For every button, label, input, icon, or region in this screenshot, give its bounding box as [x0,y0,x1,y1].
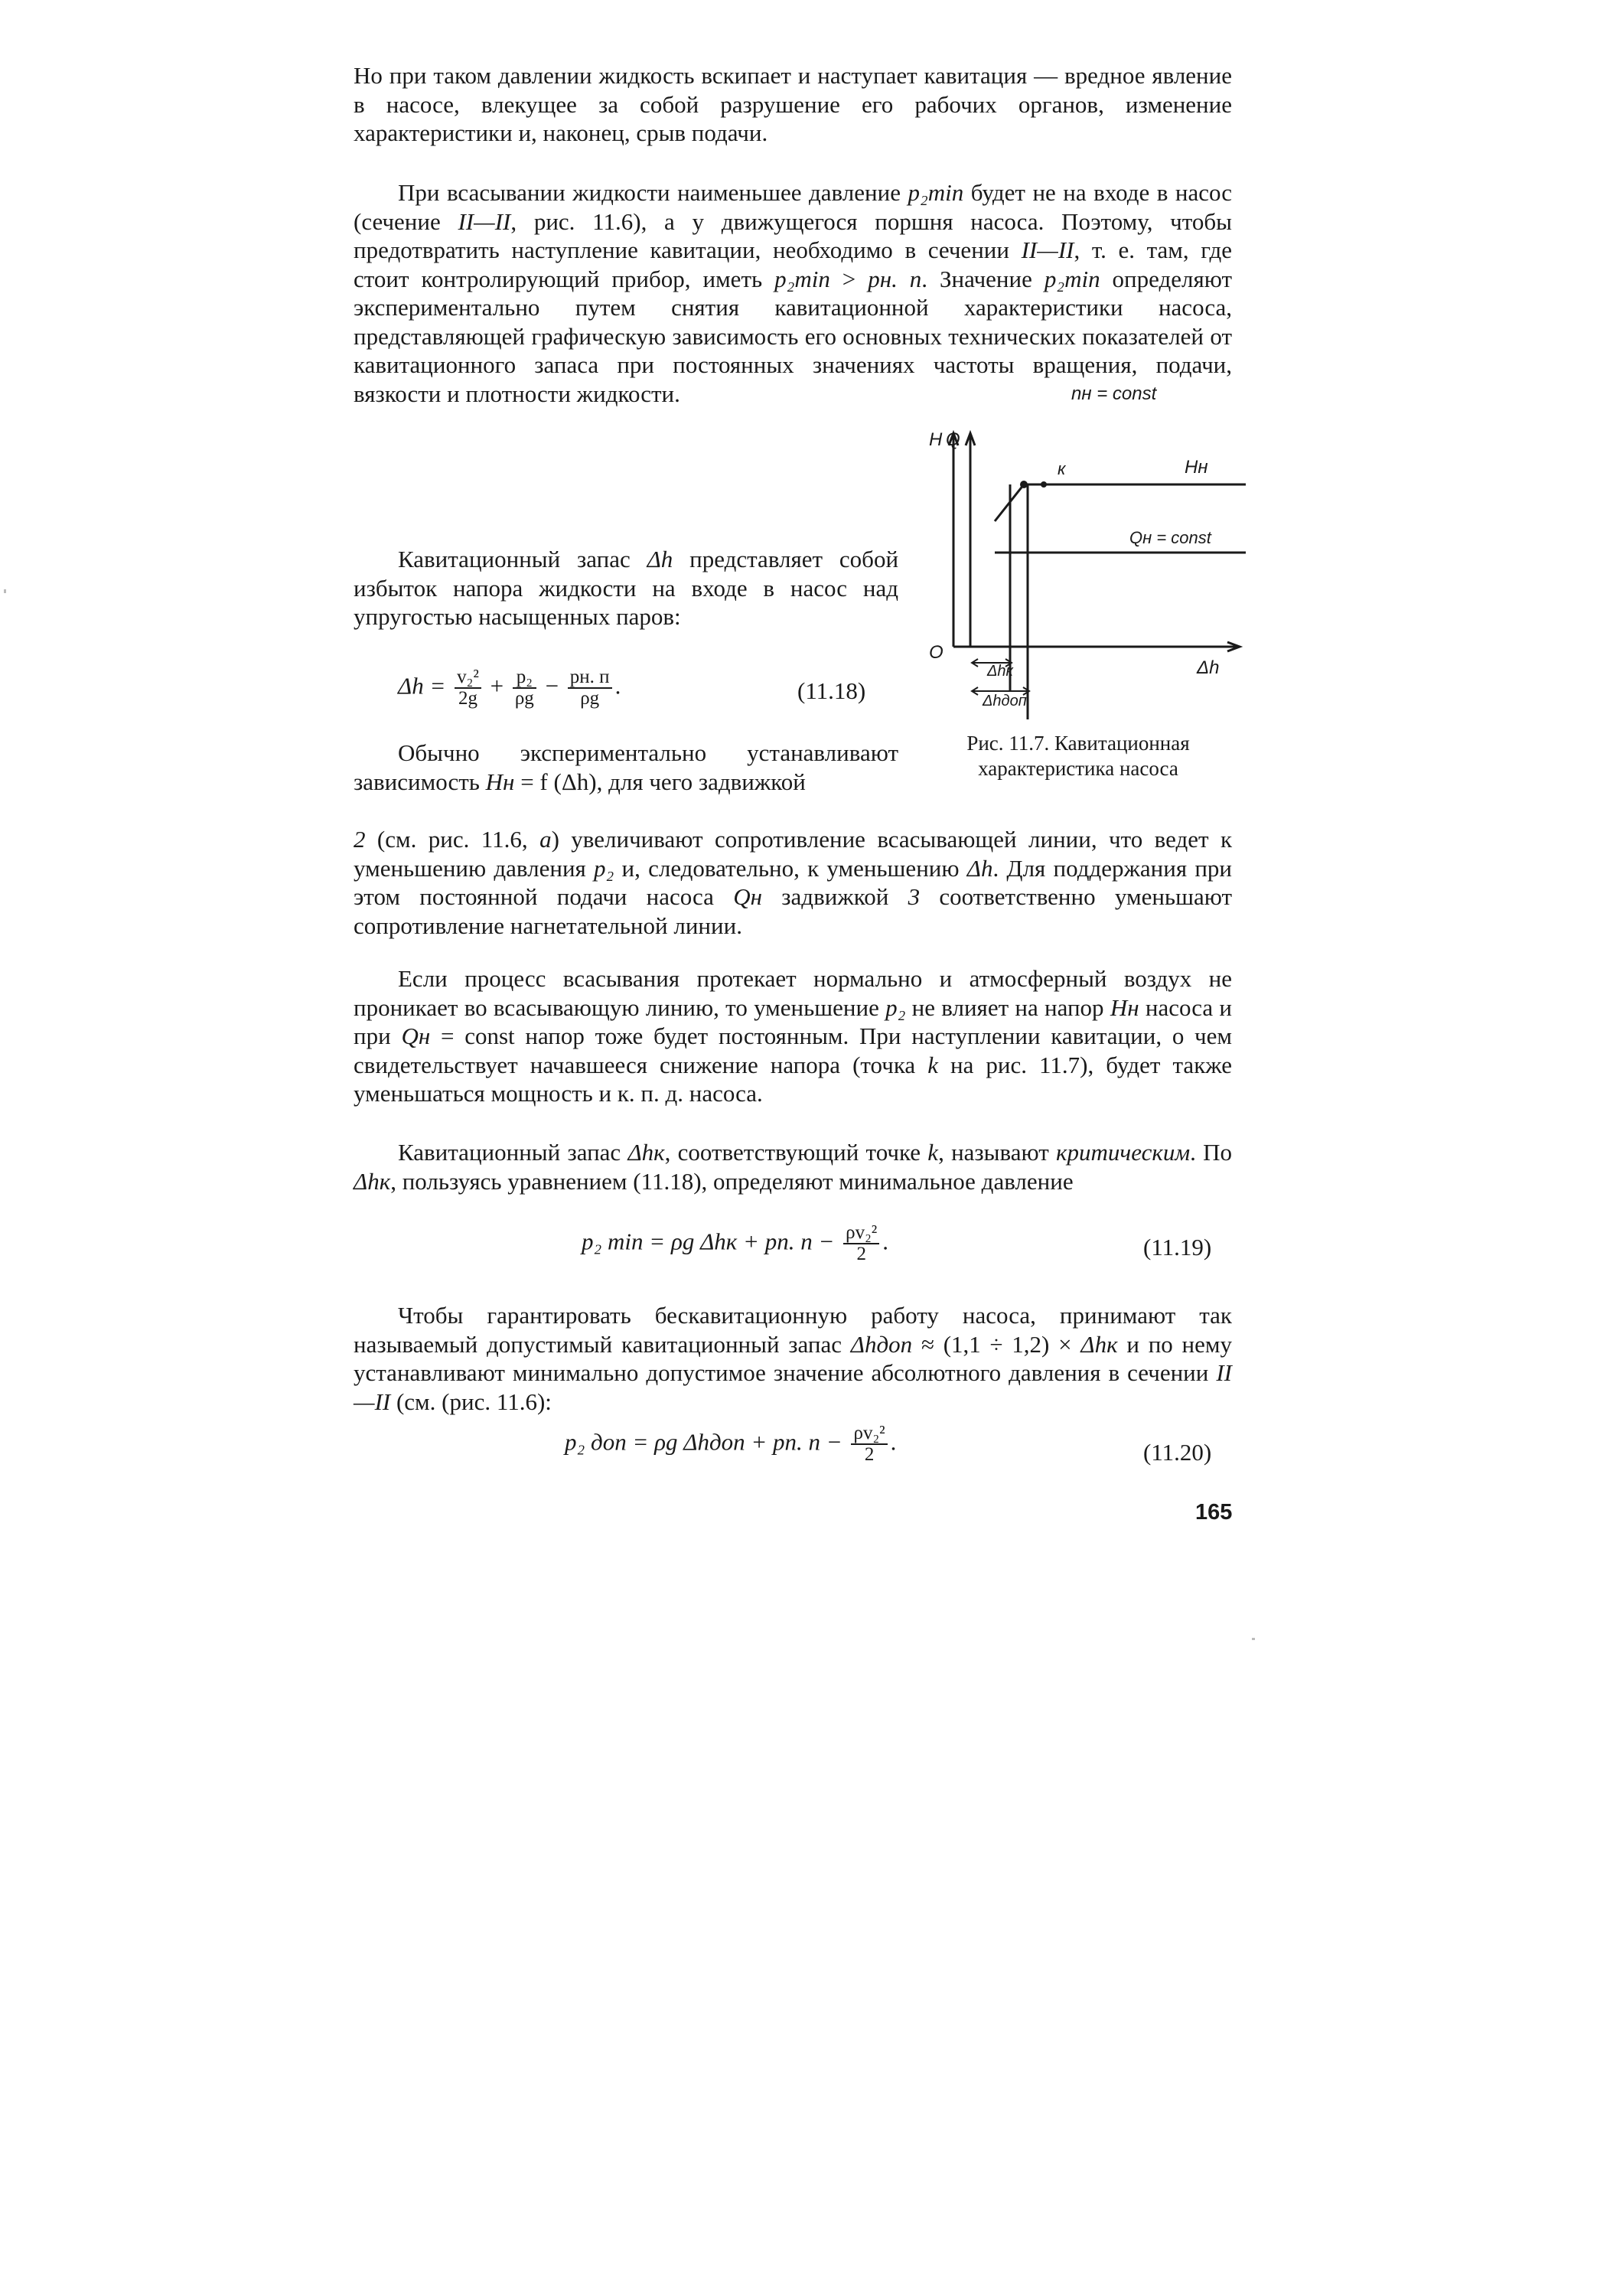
paragraph-text: Но при таком давлении жидкость вскипает и наступает кавитация — вредное явление в насосе, влекущее за собой разрушение его рабочих органов, изменение характеристики и, наконец, срыв подачи. [354,62,1232,146]
figure-label-k: к [1058,459,1066,478]
paragraph-1 [354,61,1232,148]
cavitation-characteristic-figure [924,383,1246,727]
figure-label-dhk: Δhк [987,663,1013,680]
paragraph-5: Если процесс всасывания протекает нормально и атмосферный воздух не проникает во всасывающую линию, то уменьшение p₂ не влияет на напор Hн насоса и при Qн = const напор тоже будет постоянным. При наступлении кавитации, о чем свидетельствует начавшееся снижение напора (точка k на рис. 11.7), будет также уменьшаться мощность и к. п. д. насоса. [354,965,1233,1107]
critical-point-k [1020,481,1028,488]
figure-label-H: H [929,429,943,450]
figure-label-Hn: Hн [1185,457,1208,478]
fraction: $\frac{\text{p₂}}{\rho g}$ [513,667,536,709]
figure-label-dh: Δh [1197,657,1220,678]
page-number: 165 [1195,1500,1233,1525]
fraction: $\frac{\text{ρv₂²}}{2}$ [851,1424,887,1466]
fraction: $\frac{\text{v₂²}}{2g}$ [455,667,481,709]
figure-label-Qn: Qн = const [1129,528,1211,547]
equation-number: (11.19) [1143,1234,1212,1261]
figure-label-n: nн = const [1071,383,1157,404]
paragraph-2: При всасывании жидкости наименьшее давление p₂min будет не на входе в насос (сечение II—II, рис. 11.6), а у движущегося поршня насоса. Поэтому, чтобы предотвратить наступление кавитации, необходимо в сечении II—II, т. е. там, где стоит контролирующий прибор, иметь p₂min > pн. п. Значение p₂min определяют экспериментально путем снятия кавитационной характеристики насоса, представляющей графическую зависимость его основных технических показателей от кавитационного запаса при постоянных значениях частоты вращения, подачи, вязкости и плотности жидкости. [354,179,1233,407]
figure-label-O: O [929,642,943,663]
head-curve [995,484,1246,521]
scan-mark [4,589,6,593]
paragraph-3: Кавитационный запас Δh представляет собой избыток напора жидкости на входе в насос над упругостью насыщенных паров: [354,546,899,630]
paragraph-4-cont [354,796,1232,825]
curve-point [1041,481,1047,488]
paragraph-4-body: 2 (см. рис. 11.6, а) увеличивают сопротивление всасывающей линии, что ведет к уменьшению давления p₂ и, следовательно, к уменьшению Δh. Для поддержания при этом постоянной подачи насоса Qн задвижкой 3 соответственно уменьшают сопротивление нагнетательной линии. [354,826,1233,939]
fraction: $\frac{\text{ρv₂²}}{2}$ [843,1223,879,1265]
equation-11-20: p₂ доп = ρg Δhдоп + pп. п − $\frac{\text{ρv₂²}}{2}$ . [565,1423,897,1466]
paragraph-4: Обычно экспериментально устанавливают зависимость Hн = f (Δh), для чего задвижкой [354,739,898,795]
fraction: $\frac{pн. п}{\rho g}$ [568,667,612,709]
equation-11-19: p₂ min = ρg Δhк + pп. п − $\frac{\text{ρv₂²}}{2}$ . [582,1222,889,1265]
equation-11-18: Δh = $\frac{\text{v₂²}}{2g}$ + $\frac{\text{p₂}}{\rho g}$ − $\frac{pн. п}{\rho g}$ . [398,667,621,709]
figure-label-dhdop: Δhдоп [983,693,1027,709]
figure-caption: Рис. 11.7. Кавитационная характеристика насоса [966,732,1190,780]
figure-label-Q: Q [946,429,960,450]
scan-mark [1252,1638,1255,1640]
paragraph-6: Кавитационный запас Δhк, соответствующий точке k, называют критическим. По Δhк, пользуясь уравнением (11.18), определяют минимальное давление [354,1139,1233,1195]
equation-number: (11.20) [1143,1439,1212,1466]
paragraph-7: Чтобы гарантировать бескавитационную работу насоса, принимают так называемый допустимый кавитационный запас Δhдоп ≈ (1,1 ÷ 1,2) × Δhк и по нему устанавливают минимально допустимое значение абсолютного давления в сечении II—II (см. (рис. 11.6): [354,1302,1233,1415]
equation-number: (11.18) [797,677,866,704]
